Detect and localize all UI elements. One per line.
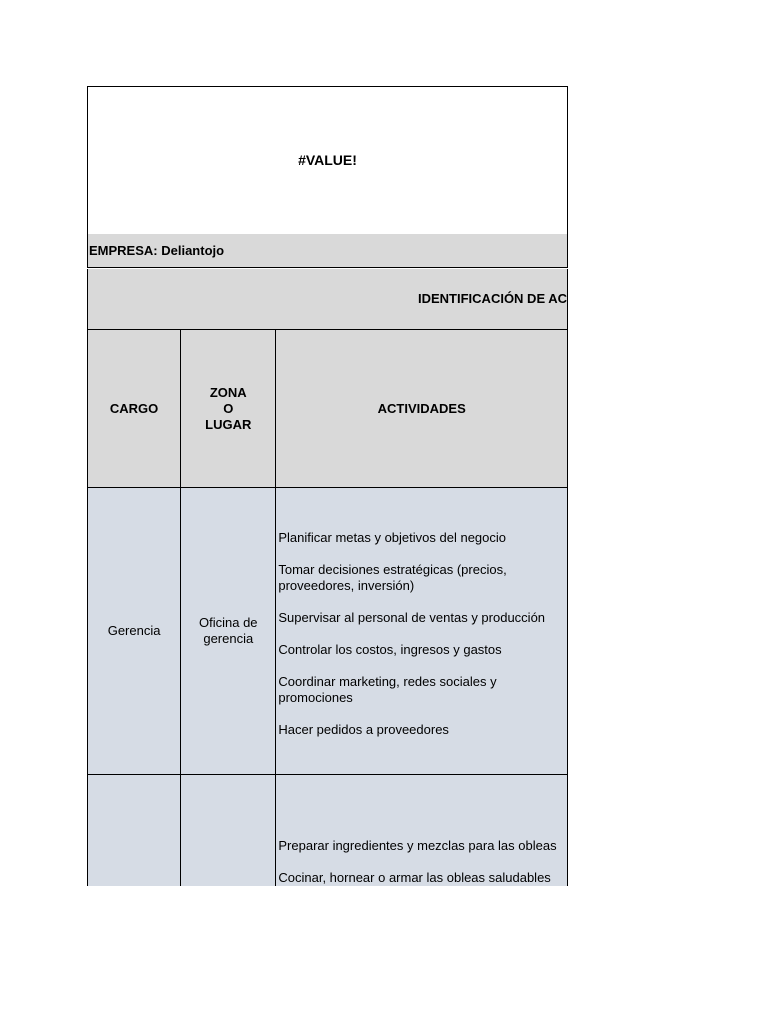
cell-zona bbox=[181, 775, 276, 887]
actividad-item: Coordinar marketing, redes sociales y promociones bbox=[278, 674, 497, 705]
header-actividades bbox=[276, 330, 568, 488]
header-actividades-label: ACTIVIDADES bbox=[377, 401, 466, 416]
spreadsheet-page bbox=[87, 86, 568, 886]
header-cargo-label: CARGO bbox=[109, 401, 159, 416]
header-zona-line-3: LUGAR bbox=[205, 416, 252, 432]
actividad-item: Tomar decisiones estratégicas (precios, proveedores, inversión) bbox=[278, 562, 507, 593]
cell-zona bbox=[181, 488, 276, 775]
identificacion-heading: IDENTIFICACIÓN DE AC bbox=[418, 291, 568, 306]
cell-actividades bbox=[276, 488, 568, 775]
cargo-value: Gerencia bbox=[107, 623, 161, 638]
header-cargo bbox=[88, 330, 181, 488]
actividad-item: Hacer pedidos a proveedores bbox=[278, 722, 449, 737]
actividad-item: Supervisar al personal de ventas y producción bbox=[278, 610, 546, 625]
cell-cargo bbox=[88, 488, 181, 775]
zona-line-2: gerencia bbox=[203, 631, 254, 646]
table-header-row bbox=[88, 330, 568, 488]
table-row bbox=[88, 488, 568, 775]
title-cell-value: #VALUE! bbox=[298, 151, 357, 168]
actividad-item: Planificar metas y objetivos del negocio bbox=[278, 530, 506, 545]
header-zona-line-2: O bbox=[223, 400, 234, 416]
cell-cargo bbox=[88, 775, 181, 887]
header-zona-line-1: ZONA bbox=[209, 384, 247, 400]
activities-table bbox=[87, 329, 568, 886]
actividad-item: Preparar ingredientes y mezclas para las obleas bbox=[278, 838, 557, 853]
cell-actividades bbox=[276, 775, 568, 887]
actividad-item: Controlar los costos, ingresos y gastos bbox=[278, 642, 502, 657]
header-zona bbox=[181, 330, 276, 488]
actividad-item: Cocinar, hornear o armar las obleas saludables bbox=[278, 870, 551, 885]
title-cell bbox=[87, 86, 568, 235]
identificacion-row bbox=[87, 269, 568, 329]
empresa-label: EMPRESA: Deliantojo bbox=[89, 243, 225, 258]
table-row bbox=[88, 775, 568, 887]
empresa-row bbox=[87, 234, 568, 268]
zona-line-1: Oficina de bbox=[199, 615, 258, 630]
